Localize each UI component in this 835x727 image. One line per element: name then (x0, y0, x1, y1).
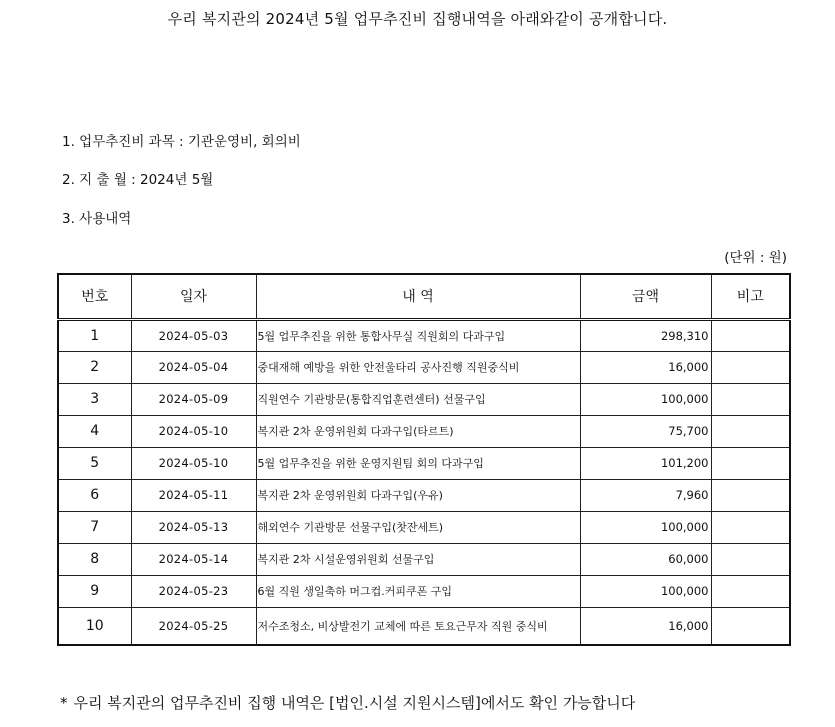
cell-note (711, 511, 790, 543)
unit-label: (단위 : 원) (724, 250, 787, 266)
cell-date: 2024-05-11 (131, 479, 256, 511)
cell-date: 2024-05-25 (131, 607, 256, 645)
cell-note (711, 479, 790, 511)
footnote (60, 692, 635, 713)
expense-category-line: 1. 업무추진비 과목 : 기관운영비, 회의비 (62, 134, 301, 150)
cell-amount: 60,000 (580, 543, 711, 575)
cell-number: 5 (58, 447, 131, 479)
cell-date: 2024-05-10 (131, 415, 256, 447)
cell-amount: 100,000 (580, 383, 711, 415)
cell-note (711, 543, 790, 575)
cell-amount: 100,000 (580, 511, 711, 543)
cell-description: 복지관 2차 시설운영위원회 선물구입 (256, 543, 580, 575)
table-row (58, 447, 790, 479)
cell-description: 5월 업무추진을 위한 운영지원팀 회의 다과구입 (256, 447, 580, 479)
cell-description: 직원연수 기관방문(통합직업훈련센터) 선물구입 (256, 383, 580, 415)
cell-description: 해외연수 기관방문 선물구입(찻잔세트) (256, 511, 580, 543)
cell-amount: 100,000 (580, 575, 711, 607)
cell-description: 복지관 2차 운영위원회 다과구입(우유) (256, 479, 580, 511)
cell-amount: 7,960 (580, 479, 711, 511)
header-number: 번호 (58, 274, 131, 319)
header-note: 비고 (711, 274, 790, 319)
table-row (58, 351, 790, 383)
cell-note (711, 575, 790, 607)
table-row (58, 415, 790, 447)
cell-number: 2 (58, 351, 131, 383)
cell-date: 2024-05-13 (131, 511, 256, 543)
table-row (58, 383, 790, 415)
expense-month-line: 2. 지 출 월 : 2024년 5월 (62, 172, 214, 188)
header-description: 내 역 (256, 274, 580, 319)
expense-table (57, 273, 791, 646)
footnote-text: 우리 복지관의 업무추진비 집행 내역은 [법인.시설 지원시스템]에서도 확인 가능합니다 (73, 694, 636, 712)
cell-amount: 75,700 (580, 415, 711, 447)
cell-note (711, 383, 790, 415)
cell-description: 6월 직원 생일축하 머그컵.커피쿠폰 구입 (256, 575, 580, 607)
cell-note (711, 319, 790, 351)
cell-number: 10 (58, 607, 131, 645)
cell-note (711, 415, 790, 447)
table-row (58, 511, 790, 543)
cell-description: 중대재해 예방을 위한 안전울타리 공사진행 직원중식비 (256, 351, 580, 383)
cell-description: 5월 업무추진을 위한 통합사무실 직원회의 다과구입 (256, 319, 580, 351)
page-title: 우리 복지관의 2024년 5월 업무추진비 집행내역을 아래와같이 공개합니다. (167, 10, 668, 28)
usage-details-heading: 3. 사용내역 (62, 211, 132, 227)
cell-number: 1 (58, 319, 131, 351)
cell-note (711, 351, 790, 383)
cell-number: 3 (58, 383, 131, 415)
cell-amount: 16,000 (580, 351, 711, 383)
cell-date: 2024-05-10 (131, 447, 256, 479)
cell-date: 2024-05-14 (131, 543, 256, 575)
table-row (58, 543, 790, 575)
cell-date: 2024-05-23 (131, 575, 256, 607)
cell-date: 2024-05-04 (131, 351, 256, 383)
cell-amount: 16,000 (580, 607, 711, 645)
header-date: 일자 (131, 274, 256, 319)
table-row (58, 479, 790, 511)
header-amount: 금액 (580, 274, 711, 319)
cell-number: 8 (58, 543, 131, 575)
cell-note (711, 607, 790, 645)
cell-number: 4 (58, 415, 131, 447)
cell-description: 복지관 2차 운영위원회 다과구입(타르트) (256, 415, 580, 447)
table-row (58, 575, 790, 607)
cell-date: 2024-05-09 (131, 383, 256, 415)
footnote-mark: * (60, 694, 68, 712)
cell-note (711, 447, 790, 479)
cell-description: 저수조청소, 비상발전기 교체에 따른 토요근무자 직원 중식비 (256, 607, 580, 645)
cell-date: 2024-05-03 (131, 319, 256, 351)
cell-number: 9 (58, 575, 131, 607)
table-header-row (58, 274, 790, 319)
cell-amount: 298,310 (580, 319, 711, 351)
cell-number: 7 (58, 511, 131, 543)
cell-amount: 101,200 (580, 447, 711, 479)
table-row (58, 607, 790, 645)
cell-number: 6 (58, 479, 131, 511)
table-row (58, 319, 790, 351)
